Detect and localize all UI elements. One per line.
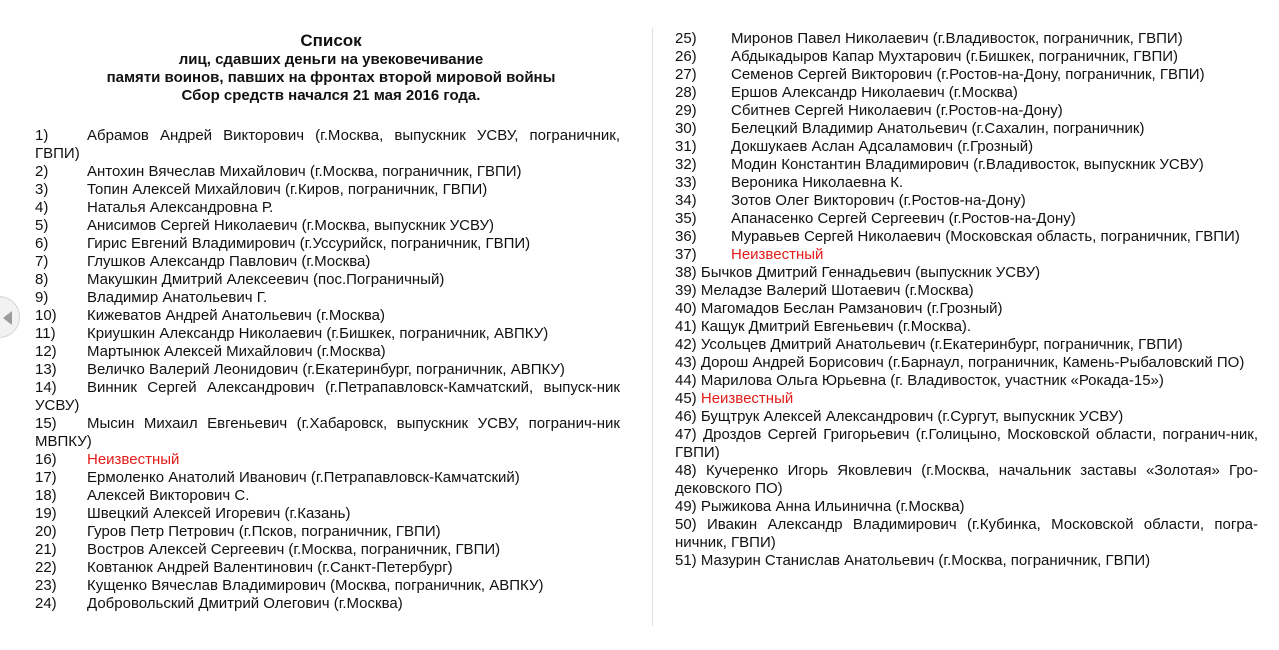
- list-item-name: Антохин Вячеслав Михайлович (г.Москва, пограничник, ГВПИ): [87, 163, 522, 180]
- list-item-name: Абдыкадыров Капар Мухтарович (г.Бишкек, пограничник, ГВПИ): [731, 48, 1179, 65]
- list-item: [675, 228, 1258, 246]
- list-item-number: 16): [35, 451, 57, 468]
- list-item-unknown-name: Неизвестный: [731, 246, 824, 263]
- list-item-name: Гирис Евгений Владимирович (г.Уссурийск, пограничник, ГВПИ): [87, 235, 531, 252]
- list-item-number: 51): [675, 552, 697, 569]
- list-item-name: Модин Константин Владимирович (г.Владивосток, выпускник УСВУ): [731, 156, 1204, 173]
- list-item-name: Бычков Дмитрий Геннадьевич (выпускник УСВУ): [700, 264, 1041, 281]
- list-item-name: Мысин Михаил Евгеньевич (г.Хабаровск, выпускник УСВУ, погранич-ник МВПКУ): [35, 415, 620, 450]
- list-item-number: 21): [35, 541, 57, 558]
- list-item-number: 48): [675, 462, 697, 479]
- list-item-name: Муравьев Сергей Николаевич (Московская область, пограничник, ГВПИ): [731, 228, 1240, 245]
- list-item-number: 42): [675, 336, 697, 353]
- list-item: [35, 199, 620, 217]
- list-item-number: 31): [675, 138, 697, 155]
- list-item-name: Гуров Петр Петрович (г.Псков, пограничник, ГВПИ): [87, 523, 441, 540]
- list-item: [675, 192, 1258, 210]
- list-item: [35, 523, 620, 541]
- list-item-number: 9): [35, 289, 49, 306]
- list-item-number: 15): [35, 415, 57, 432]
- list-item-name: Миронов Павел Николаевич (г.Владивосток, пограничник, ГВПИ): [731, 30, 1183, 47]
- list-item-name: Семенов Сергей Викторович (г.Ростов-на-Дону, пограничник, ГВПИ): [731, 66, 1205, 83]
- list-item-number: 26): [675, 48, 697, 65]
- column-divider: [652, 28, 653, 626]
- list-item-number: 2): [35, 163, 49, 180]
- list-item-number: 24): [35, 595, 57, 612]
- list-item-name: Мазурин Станислав Анатольевич (г.Москва, пограничник, ГВПИ): [700, 552, 1151, 569]
- header-line-2: памяти воинов, павших на фронтах второй мировой войны: [106, 69, 556, 86]
- list-item-name: Наталья Александровна Р.: [87, 199, 274, 216]
- list-item-name: Алексей Викторович С.: [87, 487, 250, 504]
- list-item: [35, 307, 620, 325]
- list-item-number: 11): [35, 325, 56, 342]
- list-item-number: 10): [35, 307, 57, 324]
- list-item: [675, 156, 1258, 174]
- list-item: [675, 372, 1258, 390]
- list-item: [35, 289, 620, 307]
- list-item: [675, 408, 1258, 426]
- list-item-number: 13): [35, 361, 57, 378]
- list-item: [675, 390, 1258, 408]
- list-item-unknown-name: Неизвестный: [87, 451, 180, 468]
- list-item: [35, 415, 620, 451]
- list-item-number: 44): [675, 372, 697, 389]
- list-item: [675, 48, 1258, 66]
- list-item: [675, 552, 1258, 570]
- list-item: [35, 361, 620, 379]
- list-item: [675, 264, 1258, 282]
- list-item: [35, 235, 620, 253]
- header-line-3: Сбор средств начался 21 мая 2016 года.: [181, 87, 481, 104]
- header-line-1: лиц, сдавших деньги на увековечивание: [178, 51, 484, 68]
- list-item-name: Величко Валерий Леонидович (г.Екатеринбург, пограничник, АВПКУ): [87, 361, 565, 378]
- list-item-unknown-name: Неизвестный: [700, 390, 794, 407]
- list-item-name: Востров Алексей Сергеевич (г.Москва, пограничник, ГВПИ): [87, 541, 501, 558]
- list-item-name: Ковтанюк Андрей Валентинович (г.Санкт-Петербург): [87, 559, 453, 576]
- list-item-name: Вероника Николаевна К.: [731, 174, 904, 191]
- list-item-number: 45): [675, 390, 697, 407]
- list-item: [675, 120, 1258, 138]
- list-item-number: 46): [675, 408, 697, 425]
- list-item-number: 32): [675, 156, 697, 173]
- list-item: [675, 300, 1258, 318]
- list-item: [675, 138, 1258, 156]
- list-item-number: 4): [35, 199, 49, 216]
- list-item-name: Кащук Дмитрий Евгеньевич (г.Москва).: [700, 318, 972, 335]
- list-item: [35, 469, 620, 487]
- list-item-number: 37): [675, 246, 697, 263]
- list-item-number: 27): [675, 66, 697, 83]
- list-item-name: Сбитнев Сергей Николаевич (г.Ростов-на-Дону): [731, 102, 1063, 119]
- list-item-number: 23): [35, 577, 57, 594]
- list-item-name: Дорош Андрей Борисович (г.Барнаул, пограничник, Камень-Рыбаловский ПО): [700, 354, 1245, 371]
- left-column-list: [35, 127, 620, 613]
- list-item-number: 38): [675, 264, 697, 281]
- right-column-list: [675, 30, 1258, 570]
- list-item-name: Глушков Александр Павлович (г.Москва): [87, 253, 371, 270]
- list-item: [675, 354, 1258, 372]
- list-item-number: 6): [35, 235, 49, 252]
- list-item: [675, 84, 1258, 102]
- list-item-number: 22): [35, 559, 57, 576]
- list-item-name: Усольцев Дмитрий Анатольевич (г.Екатеринбург, пограничник, ГВПИ): [700, 336, 1183, 353]
- list-item-name: Винник Сергей Александрович (г.Петрапавловск-Камчатский, выпуск-ник УСВУ): [35, 379, 620, 414]
- list-item: [675, 516, 1258, 552]
- list-item: [35, 505, 620, 523]
- list-item: [35, 541, 620, 559]
- list-item-name: Ершов Александр Николаевич (г.Москва): [731, 84, 1018, 101]
- list-item: [675, 462, 1258, 498]
- list-item-number: 49): [675, 498, 697, 515]
- list-item: [675, 336, 1258, 354]
- list-item-name: Магомадов Беслан Рамзанович (г.Грозный): [700, 300, 1003, 317]
- list-item: [35, 343, 620, 361]
- list-item-number: 18): [35, 487, 57, 504]
- list-item-name: Докшукаев Аслан Адсаламович (г.Грозный): [731, 138, 1034, 155]
- document-title: Список: [300, 31, 362, 50]
- list-item-number: 29): [675, 102, 697, 119]
- list-item-number: 30): [675, 120, 697, 137]
- list-item-number: 36): [675, 228, 697, 245]
- list-item: [35, 217, 620, 235]
- list-item-number: 40): [675, 300, 697, 317]
- list-item-number: 19): [35, 505, 57, 522]
- list-item-number: 5): [35, 217, 49, 234]
- list-item: [675, 174, 1258, 192]
- list-item-name: Швецкий Алексей Игоревич (г.Казань): [87, 505, 351, 522]
- list-item-name: Кучеренко Игорь Яковлевич (г.Москва, начальник заставы «Золотая» Гро-дековского ПО): [675, 462, 1259, 497]
- list-item-name: Марилова Ольга Юрьевна (г. Владивосток, участник «Рокада-15»): [700, 372, 1164, 389]
- list-item: [675, 66, 1258, 84]
- list-item-number: 35): [675, 210, 697, 227]
- list-item-number: 28): [675, 84, 697, 101]
- list-item-name: Ермоленко Анатолий Иванович (г.Петрапавловск-Камчатский): [87, 469, 520, 486]
- list-item-name: Ивакин Александр Владимирович (г.Кубинка, Московской области, погра-ничник, ГВПИ): [675, 516, 1258, 551]
- list-item-number: 41): [675, 318, 697, 335]
- list-item: [35, 127, 620, 163]
- list-item-name: Макушкин Дмитрий Алексеевич (пос.Пограничный): [87, 271, 445, 288]
- list-item-name: Криушкин Александр Николаевич (г.Бишкек, пограничник, АВПКУ): [87, 325, 549, 342]
- list-item: [675, 102, 1258, 120]
- list-item-name: Бущтрук Алексей Александрович (г.Сургут, выпускник УСВУ): [700, 408, 1124, 425]
- list-item-number: 47): [675, 426, 697, 443]
- list-item-number: 43): [675, 354, 697, 371]
- list-item: [675, 318, 1258, 336]
- list-item: [35, 559, 620, 577]
- list-item-name: Топин Алексей Михайлович (г.Киров, пограничник, ГВПИ): [87, 181, 488, 198]
- list-item-number: 20): [35, 523, 57, 540]
- list-item: [35, 487, 620, 505]
- list-item-number: 33): [675, 174, 697, 191]
- list-item-number: 1): [35, 127, 49, 144]
- list-item-number: 7): [35, 253, 49, 270]
- chevron-left-icon: [3, 311, 12, 325]
- list-item-number: 3): [35, 181, 49, 198]
- list-item-name: Зотов Олег Викторович (г.Ростов-на-Дону): [731, 192, 1026, 209]
- list-item: [35, 595, 620, 613]
- list-item: [35, 253, 620, 271]
- list-item: [35, 577, 620, 595]
- list-item: [35, 181, 620, 199]
- list-item-number: 50): [675, 516, 697, 533]
- previous-page-button[interactable]: [0, 296, 20, 338]
- list-item-name: Меладзе Валерий Шотаевич (г.Москва): [700, 282, 974, 299]
- list-item-number: 34): [675, 192, 697, 209]
- list-item-number: 14): [35, 379, 57, 396]
- list-item-number: 25): [675, 30, 697, 47]
- list-item: [675, 282, 1258, 300]
- list-item-number: 17): [35, 469, 57, 486]
- list-item-number: 8): [35, 271, 49, 288]
- list-item: [35, 379, 620, 415]
- list-item-name: Дроздов Сергей Григорьевич (г.Голицыно, Московской области, погранич-ник, ГВПИ): [675, 426, 1258, 461]
- list-item-number: 39): [675, 282, 697, 299]
- list-item: [675, 246, 1258, 264]
- document-header: [30, 31, 632, 105]
- list-item-name: Кущенко Вячеслав Владимирович (Москва, пограничник, АВПКУ): [87, 577, 544, 594]
- list-item: [35, 451, 620, 469]
- list-item: [35, 325, 620, 343]
- list-item: [675, 498, 1258, 516]
- list-item-name: Рыжикова Анна Ильинична (г.Москва): [700, 498, 965, 515]
- list-item-name: Абрамов Андрей Викторович (г.Москва, выпускник УСВУ, пограничник, ГВПИ): [35, 127, 620, 162]
- list-item-name: Владимир Анатольевич Г.: [87, 289, 268, 306]
- list-item: [675, 30, 1258, 48]
- list-item: [675, 426, 1258, 462]
- list-item: [35, 271, 620, 289]
- list-item: [35, 163, 620, 181]
- list-item-name: Кижеватов Андрей Анатольевич (г.Москва): [87, 307, 386, 324]
- list-item: [675, 210, 1258, 228]
- list-item-name: Анисимов Сергей Николаевич (г.Москва, выпускник УСВУ): [87, 217, 495, 234]
- list-item-name: Апанасенко Сергей Сергеевич (г.Ростов-на-Дону): [731, 210, 1076, 227]
- list-item-number: 12): [35, 343, 57, 360]
- list-item-name: Мартынюк Алексей Михайлович (г.Москва): [87, 343, 386, 360]
- list-item-name: Белецкий Владимир Анатольевич (г.Сахалин, пограничник): [731, 120, 1145, 137]
- list-item-name: Добровольский Дмитрий Олегович (г.Москва): [87, 595, 403, 612]
